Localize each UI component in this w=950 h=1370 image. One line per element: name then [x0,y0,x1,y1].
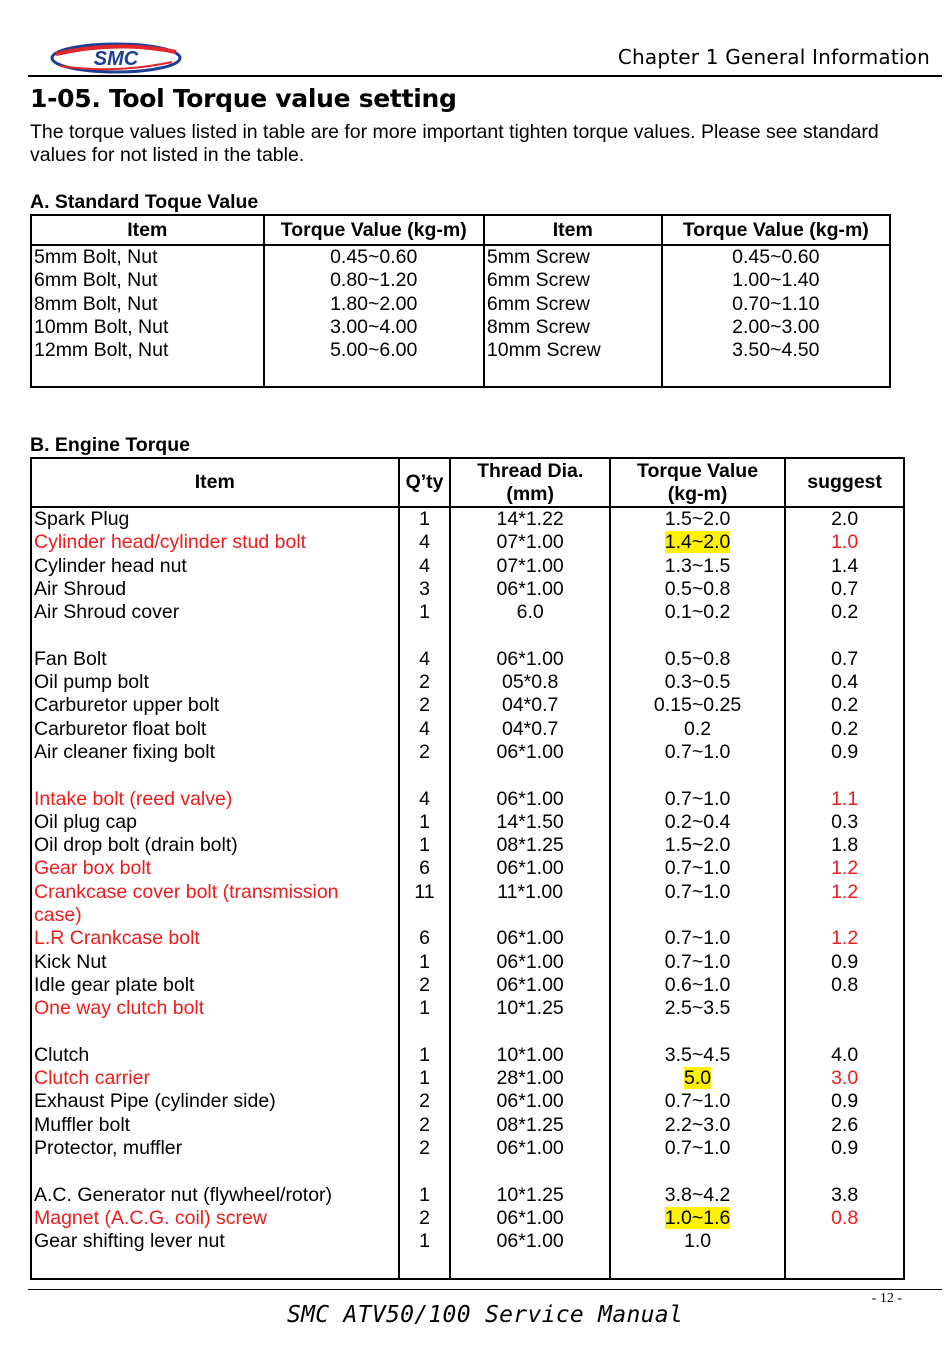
eng-cell-suggest: 4.0 [831,1043,859,1066]
eng-header-thread: Thread Dia. (mm) [450,458,609,507]
eng-cell-torque: 0.6~1.0 [664,973,731,996]
eng-cell-torque: 1.5~2.0 [664,508,731,530]
eng-cell-suggest [786,904,903,927]
eng-cell-torque [611,1160,784,1183]
eng-cell-item: Clutch [34,1043,90,1066]
engine-heading: B. Engine Torque [30,434,190,456]
section-title: 1-05. Tool Torque value setting [30,84,457,113]
std-cell: 0.70~1.10 [732,292,820,315]
eng-cell-item: Oil pump bolt [34,671,149,694]
eng-cell-torque: 0.5~0.8 [664,577,731,600]
eng-cell-torque: 0.3~0.5 [664,671,731,694]
eng-cell-thread: 06*1.00 [496,1090,564,1113]
eng-cell-item: Carburetor float bolt [34,717,207,740]
eng-cell-thread: 06*1.00 [496,647,564,670]
eng-cell-torque: 1.5~2.0 [664,834,731,857]
eng-cell-suggest: 1.2 [831,927,859,950]
eng-cell-qty: 2 [419,740,430,763]
eng-cell-item: A.C. Generator nut (flywheel/rotor) [34,1183,333,1206]
std-cell: 0.45~0.60 [732,246,820,268]
eng-cell-suggest: 2.6 [831,1113,859,1136]
eng-cell-suggest: 0.4 [831,671,859,694]
eng-cell-torque: 3.8~4.2 [664,1183,731,1206]
std-cell: 10mm Screw [486,339,601,362]
eng-header-qty: Q’ty [399,458,451,507]
std-cell: 1.00~1.40 [732,269,820,292]
eng-cell-suggest: 1.2 [831,857,859,880]
eng-cell-suggest: 2.0 [831,508,859,530]
eng-cell-qty: 3 [419,577,430,600]
eng-cell-item [34,764,398,787]
std-cell: 8mm Bolt, Nut [34,292,158,315]
eng-cell-suggest: 1.2 [831,880,859,903]
std-header-item-1: Item [31,215,264,245]
eng-cell-suggest [786,764,903,787]
page-number: - 12 - [871,1291,902,1306]
standard-torque-table [30,214,891,388]
std-col-torque-2 [662,245,890,387]
eng-cell-thread: 14*1.50 [496,810,564,833]
eng-cell-item [34,1160,398,1183]
eng-cell-torque: 0.1~0.2 [664,601,731,624]
std-cell: 2.00~3.00 [732,315,820,338]
eng-cell-torque: 0.7~1.0 [664,857,731,880]
eng-cell-thread [451,1021,608,1044]
eng-cell-qty: 1 [419,810,430,833]
eng-cell-thread: 6.0 [516,601,544,624]
std-cell: 1.80~2.00 [330,292,418,315]
eng-cell-suggest: 1.4 [831,554,859,577]
eng-cell-thread: 06*1.00 [496,740,564,763]
std-cell: 6mm Bolt, Nut [34,269,158,292]
eng-cell-torque: 0.7~1.0 [664,927,731,950]
eng-cell-thread: 14*1.22 [496,508,564,530]
eng-cell-thread: 06*1.00 [496,1230,564,1253]
eng-cell-qty: 6 [419,857,430,880]
std-header-torque-1: Torque Value (kg-m) [264,215,484,245]
eng-cell-item: Air cleaner fixing bolt [34,740,216,763]
eng-cell-suggest [786,624,903,647]
footer-rule [28,1289,942,1290]
eng-cell-torque: 1.3~1.5 [664,554,731,577]
eng-cell-suggest: 0.2 [831,717,859,740]
eng-cell-item: Kick Nut [34,950,107,973]
eng-cell-torque: 0.7~1.0 [664,787,731,810]
eng-cell-qty: 1 [419,834,430,857]
eng-cell-qty: 1 [419,1183,430,1206]
std-cell: 3.50~4.50 [732,339,820,362]
eng-cell-suggest: 0.9 [831,740,859,763]
eng-cell-qty: 4 [419,717,430,740]
eng-cell-qty: 1 [419,508,430,530]
eng-cell-item: L.R Crankcase bolt [34,927,200,950]
eng-cell-suggest: 0.7 [831,647,859,670]
eng-cell-suggest: 1.8 [831,834,859,857]
eng-cell-qty [400,764,450,787]
smc-logo [50,40,182,76]
eng-cell-thread: 05*0.8 [501,671,559,694]
eng-cell-torque: 0.2~0.4 [664,810,731,833]
eng-cell-thread: 28*1.00 [496,1067,564,1090]
eng-cell-thread: 07*1.00 [496,554,564,577]
std-cell: 6mm Screw [486,292,590,315]
eng-cell-torque: 0.7~1.0 [664,1137,731,1160]
eng-cell-thread: 10*1.25 [496,997,564,1020]
eng-cell-qty: 2 [419,1090,430,1113]
eng-cell-suggest: 1.0 [831,531,859,554]
eng-cell-thread [451,904,608,927]
eng-cell-item: Muffler bolt [34,1113,131,1136]
eng-cell-torque: 0.7~1.0 [664,950,731,973]
eng-cell-qty [400,1160,450,1183]
std-col-item-1 [31,245,264,387]
eng-cell-thread: 04*0.7 [501,694,559,717]
eng-cell-item: Gear shifting lever nut [34,1230,225,1253]
footer-title: SMC ATV50/100 Service Manual [286,1302,684,1328]
eng-header-item: Item [31,458,399,507]
eng-cell-torque: 2.2~3.0 [664,1113,731,1136]
eng-col-item [31,507,399,1279]
eng-cell-qty: 1 [419,1043,430,1066]
eng-cell-thread: 06*1.00 [496,973,564,996]
eng-cell-torque: 1.0~1.6 [664,1206,731,1229]
eng-cell-suggest [786,997,903,1020]
logo-text: SMC [93,48,139,70]
eng-cell-qty: 1 [419,997,430,1020]
eng-cell-thread: 10*1.00 [496,1043,564,1066]
eng-cell-item: Exhaust Pipe (cylinder side) [34,1090,276,1113]
std-cell: 0.80~1.20 [330,269,418,292]
std-header-torque-2: Torque Value (kg-m) [662,215,890,245]
eng-cell-torque: 1.0 [684,1230,712,1253]
eng-col-torque [610,507,785,1279]
eng-cell-suggest: 0.9 [831,1090,859,1113]
eng-cell-suggest: 3.0 [831,1067,859,1090]
std-col-torque-1 [264,245,484,387]
eng-cell-item: Oil plug cap [34,810,137,833]
eng-cell-torque: 1.4~2.0 [664,531,731,554]
eng-cell-torque [611,1021,784,1044]
header-rule [28,75,942,77]
std-cell: 6mm Screw [486,269,590,292]
eng-cell-qty: 4 [419,554,430,577]
eng-cell-item: Protector, muffler [34,1137,183,1160]
eng-cell-item: One way clutch bolt [34,997,205,1020]
eng-cell-thread: 07*1.00 [496,531,564,554]
eng-cell-qty: 6 [419,927,430,950]
std-cell: 12mm Bolt, Nut [34,339,169,362]
eng-cell-thread: 08*1.25 [496,1113,564,1136]
eng-cell-qty: 2 [419,1137,430,1160]
eng-cell-thread: 06*1.00 [496,1206,564,1229]
std-header-item-2: Item [484,215,662,245]
eng-cell-item: Carburetor upper bolt [34,694,220,717]
eng-cell-torque [611,764,784,787]
std-cell: 5mm Screw [486,246,590,268]
eng-cell-suggest: 0.9 [831,1137,859,1160]
engine-torque-table [30,457,905,1280]
eng-cell-thread: 06*1.00 [496,950,564,973]
eng-cell-suggest: 0.8 [831,973,859,996]
eng-cell-torque: 0.5~0.8 [664,647,731,670]
eng-cell-suggest: 0.2 [831,694,859,717]
std-col-item-2 [484,245,662,387]
eng-cell-qty [400,904,450,927]
eng-cell-torque [611,624,784,647]
eng-cell-thread: 04*0.7 [501,717,559,740]
eng-cell-thread [451,1160,608,1183]
eng-cell-item: Oil drop bolt (drain bolt) [34,834,238,857]
eng-cell-item: Fan Bolt [34,647,107,670]
eng-cell-torque: 0.7~1.0 [664,740,731,763]
eng-cell-qty: 2 [419,1113,430,1136]
eng-cell-qty: 1 [419,950,430,973]
chapter-label: Chapter 1 General Information [617,45,930,69]
eng-cell-qty: 1 [419,1067,430,1090]
eng-cell-thread: 10*1.25 [496,1183,564,1206]
std-cell: 3.00~4.00 [330,315,418,338]
eng-col-suggest [785,507,904,1279]
eng-cell-item: case) [34,904,82,927]
eng-cell-torque: 2.5~3.5 [664,997,731,1020]
eng-cell-thread: 11*1.00 [497,880,564,903]
eng-cell-suggest: 1.1 [831,787,859,810]
eng-cell-item: Gear box bolt [34,857,152,880]
eng-cell-thread [451,624,608,647]
eng-cell-suggest: 0.9 [831,950,859,973]
eng-cell-qty: 1 [419,601,430,624]
eng-cell-suggest [786,1021,903,1044]
eng-cell-thread: 06*1.00 [496,857,564,880]
standard-heading: A. Standard Toque Value [30,191,259,213]
eng-cell-thread: 06*1.00 [496,787,564,810]
eng-header-torque: Torque Value (kg-m) [610,458,785,507]
eng-cell-qty: 1 [419,1230,430,1253]
eng-cell-torque: 0.15~0.25 [653,694,742,717]
eng-cell-item: Air Shroud [34,577,127,600]
eng-cell-suggest: 0.3 [831,810,859,833]
eng-cell-torque: 0.2 [684,717,712,740]
eng-cell-item: Spark Plug [34,508,130,530]
eng-cell-item: Idle gear plate bolt [34,973,195,996]
eng-cell-torque [611,904,784,927]
eng-cell-qty: 11 [414,880,435,903]
eng-cell-thread: 08*1.25 [496,834,564,857]
eng-cell-torque: 0.7~1.0 [664,880,731,903]
std-cell: 5.00~6.00 [330,339,418,362]
eng-cell-suggest [786,1230,903,1253]
eng-col-qty [399,507,451,1279]
eng-cell-item: Cylinder head nut [34,554,187,577]
eng-cell-suggest: 3.8 [831,1183,859,1206]
eng-cell-suggest: 0.2 [831,601,859,624]
eng-cell-item [34,1021,398,1044]
eng-col-thread [450,507,609,1279]
eng-cell-suggest [786,1160,903,1183]
std-cell: 10mm Bolt, Nut [34,315,169,338]
eng-cell-qty: 4 [419,787,430,810]
std-cell: 8mm Screw [486,315,590,338]
eng-cell-torque: 5.0 [684,1067,712,1090]
eng-cell-item: Cylinder head/cylinder stud bolt [34,531,307,554]
eng-cell-qty: 2 [419,694,430,717]
eng-cell-thread [451,764,608,787]
eng-cell-suggest: 0.8 [831,1206,859,1229]
eng-cell-qty: 2 [419,671,430,694]
eng-cell-thread: 06*1.00 [496,927,564,950]
eng-cell-suggest: 0.7 [831,577,859,600]
eng-cell-torque: 3.5~4.5 [664,1043,731,1066]
eng-cell-qty [400,624,450,647]
eng-cell-qty: 2 [419,973,430,996]
eng-cell-qty [400,1021,450,1044]
eng-cell-item: Air Shroud cover [34,601,180,624]
eng-cell-qty: 4 [419,647,430,670]
eng-cell-item: Intake bolt (reed valve) [34,787,233,810]
eng-cell-item: Magnet (A.C.G. coil) screw [34,1206,267,1229]
eng-header-suggest: suggest [785,458,904,507]
std-cell: 5mm Bolt, Nut [34,246,158,268]
eng-cell-qty: 2 [419,1206,430,1229]
eng-cell-thread: 06*1.00 [496,577,564,600]
eng-cell-item [34,624,398,647]
std-cell: 0.45~0.60 [330,246,418,268]
eng-cell-item: Clutch carrier [34,1067,150,1090]
eng-cell-torque: 0.7~1.0 [664,1090,731,1113]
eng-cell-qty: 4 [419,531,430,554]
intro-paragraph: The torque values listed in table are for more important tighten torque values. Please see standard values for not listed in the table. [30,121,879,166]
eng-cell-thread: 06*1.00 [496,1137,564,1160]
eng-cell-item: Crankcase cover bolt (transmission [34,880,339,903]
